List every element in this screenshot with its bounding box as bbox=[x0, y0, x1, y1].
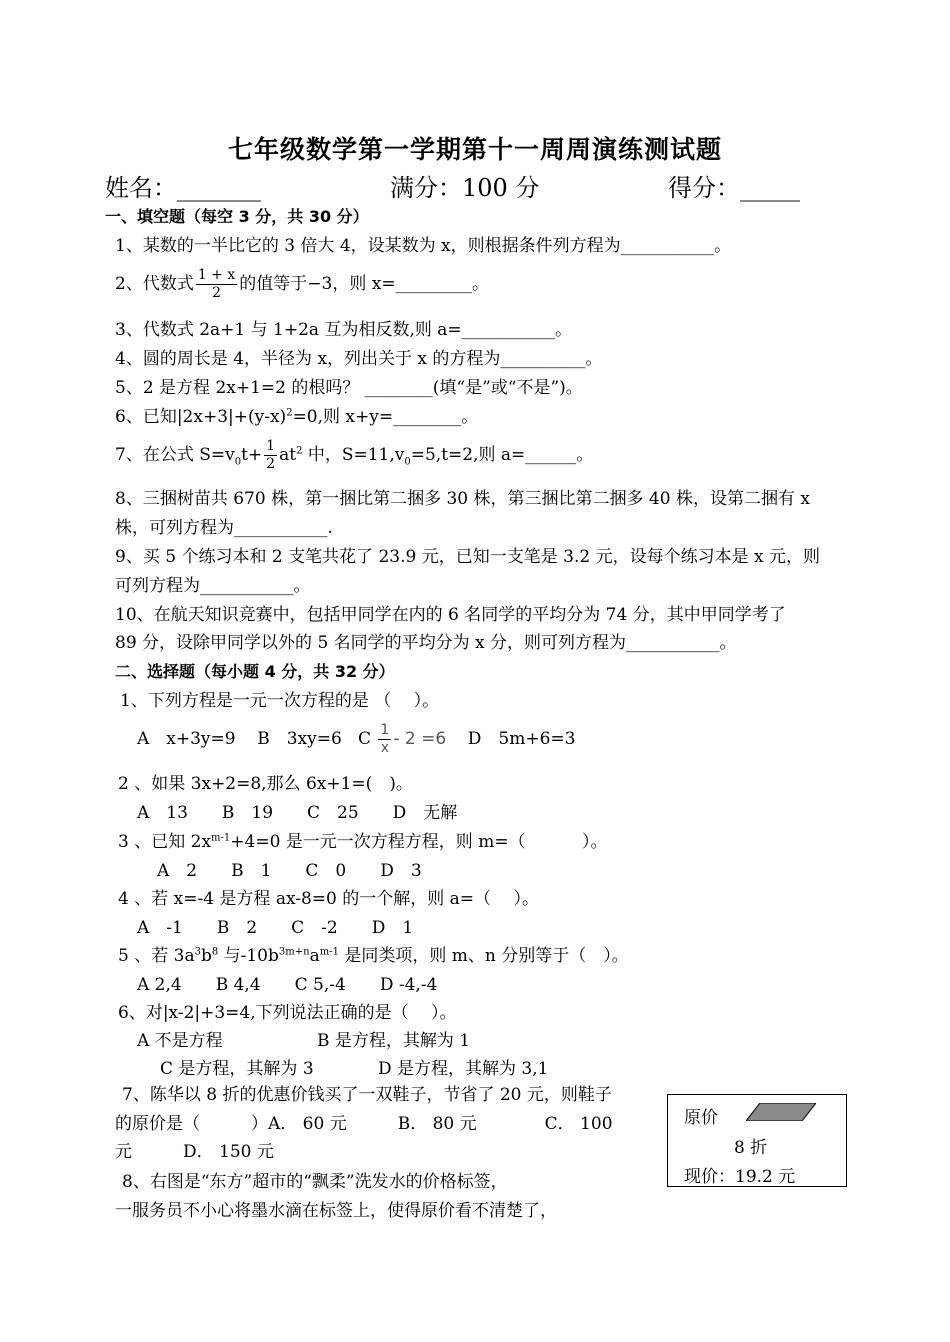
q7-suffix-1: 中，S=11,v bbox=[302, 445, 405, 465]
s2-question-8-line2: 一服务员不小心将墨水滴在标签上，使得原价看不清楚了， bbox=[115, 1201, 557, 1221]
q7-at: at bbox=[279, 445, 297, 465]
price-tag-original: 原价 bbox=[684, 1108, 718, 1128]
s1-question-10-line1: 10、在航天知识竞赛中，包括甲同学在内的 6 名同学的平均分为 74 分，其中甲同学考了 bbox=[115, 605, 786, 625]
q6-exponent: 2 bbox=[286, 407, 293, 419]
q7-sub-2: 0 bbox=[404, 456, 411, 468]
section1-heading: 一、填空题（每空 3 分，共 30 分） bbox=[105, 207, 369, 226]
s2-question-8-line1: 8、右图是“东方”超市的“飘柔”洗发水的价格标签， bbox=[122, 1172, 508, 1192]
s2-question-1: 1、下列方程是一元一次方程的是 （ ）。 bbox=[120, 691, 440, 711]
full-score: 满分：100 分 bbox=[390, 174, 540, 202]
q2-denominator: 2 bbox=[212, 285, 221, 301]
s1-question-2 bbox=[115, 265, 489, 303]
q1-c-denominator: x bbox=[380, 740, 390, 756]
s1-question-4: 4、圆的周长是 4，半径为 x，列出关于 x 的方程为__________。 bbox=[115, 349, 603, 369]
q5-suffix: 是同类项，则 m、n 分别等于（ ）。 bbox=[338, 946, 629, 966]
s1-question-8-line2: 株，可列方程为___________. bbox=[115, 518, 333, 538]
q6-suffix: =0,则 x+y=________。 bbox=[292, 407, 479, 427]
s2-question-6-option-a: A 不是方程 bbox=[137, 1031, 223, 1051]
q3-suffix: +4=0 是一元一次方程方程，则 m=（ ）。 bbox=[230, 832, 608, 852]
q2-suffix: 的值等于−3，则 x=_________。 bbox=[239, 274, 490, 294]
q7-prefix: 7、在公式 S=v bbox=[115, 445, 235, 465]
s2-question-3-options: A 2 B 1 C 0 D 3 bbox=[157, 861, 422, 881]
q6-prefix: 6、已知|2x+3|+(y-x) bbox=[115, 407, 287, 427]
s1-question-10-line2: 89 分，设除甲同学以外的 5 名同学的平均分为 x 分，则可列方程为___________。 bbox=[115, 633, 737, 653]
q3-exponent: m-1 bbox=[211, 832, 231, 844]
s2-question-1-options bbox=[137, 718, 575, 760]
s1-question-9-line1: 9、买 5 个练习本和 2 支笔共花了 23.9 元，已知一支笔是 3.2 元，设每个练习本是 x 元，则 bbox=[115, 547, 820, 567]
q1-option-d: D 5m+6=3 bbox=[467, 729, 576, 749]
s2-question-5 bbox=[118, 945, 629, 967]
price-tag-discount: 8 折 bbox=[734, 1138, 768, 1158]
s1-question-7 bbox=[115, 436, 593, 474]
s2-question-7-line2: 的原价是（ ）A． 60 元 B． 80 元 C． 100 bbox=[115, 1114, 613, 1134]
s2-question-2: 2 、如果 3x+2=8,那么 6x+1=( )。 bbox=[118, 774, 413, 794]
q7-denominator: 2 bbox=[266, 456, 276, 472]
s1-question-6 bbox=[115, 406, 478, 428]
q5-mid: 与-10b bbox=[218, 946, 279, 966]
s2-question-7-line3: 元 D． 150 元 bbox=[115, 1142, 274, 1162]
q5-a: a bbox=[309, 946, 320, 966]
s2-question-6: 6、对|x-2|+3=4,下列说法正确的是（ ）。 bbox=[118, 1003, 457, 1023]
q5-exp-3: 3m+n bbox=[278, 946, 310, 958]
name-field: 姓名：_______ bbox=[105, 174, 261, 202]
s2-question-3 bbox=[118, 831, 607, 853]
s1-question-5: 5、2 是方程 2x+1=2 的根吗？ ________(填“是”或“不是”)。 bbox=[115, 378, 583, 398]
q5-exp-2: 8 bbox=[211, 946, 219, 958]
s1-question-3: 3、代数式 2a+1 与 1+2a 互为相反数,则 a=___________。 bbox=[115, 320, 573, 340]
q2-prefix: 2、代数式 bbox=[115, 274, 194, 294]
ink-blot-icon bbox=[746, 1103, 816, 1121]
s2-question-7-line1: 7、陈华以 8 折的优惠价钱买了一双鞋子，节省了 20 元，则鞋子 bbox=[122, 1085, 612, 1105]
q1-c-numerator: 1 bbox=[380, 722, 390, 738]
s2-question-4-options: A -1 B 2 C -2 D 1 bbox=[137, 918, 414, 938]
price-tag bbox=[667, 1094, 847, 1187]
section2-heading: 二、选择题（每小题 4 分，共 32 分） bbox=[115, 662, 395, 681]
s2-question-5-options: A 2,4 B 4,4 C 5,-4 D -4,-4 bbox=[137, 975, 438, 995]
q7-sub-1: 0 bbox=[234, 456, 242, 468]
q1-c-fraction bbox=[378, 722, 391, 757]
s2-question-2-options: A 13 B 19 C 25 D 无解 bbox=[137, 803, 458, 823]
q1-c-rest: - 2 =6 bbox=[393, 729, 447, 749]
q3-prefix: 3 、已知 2x bbox=[118, 832, 212, 852]
page-title: 七年级数学第一学期第十一周周演练测试题 bbox=[227, 135, 722, 164]
q7-mid: t+ bbox=[241, 445, 263, 465]
q7-fraction bbox=[264, 438, 277, 473]
q5-b: b bbox=[200, 946, 212, 966]
q2-fraction bbox=[196, 267, 237, 302]
q5-exp-1: 3 bbox=[194, 946, 201, 958]
q1-option-a: A x+3y=9 bbox=[137, 729, 236, 749]
q7-suffix-2: =5,t=2,则 a=______。 bbox=[410, 445, 594, 465]
s1-question-8-line1: 8、三捆树苗共 670 株，第一捆比第二捆多 30 株，第三捆比第二捆多 40 株，设第二捆有 x bbox=[115, 489, 810, 509]
q7-numerator: 1 bbox=[266, 438, 276, 454]
score-field: 得分：_____ bbox=[668, 174, 800, 202]
q7-exponent: 2 bbox=[296, 445, 303, 457]
q5-exp-4: m-1 bbox=[319, 946, 339, 958]
s2-question-6-option-d: D 是方程，其解为 3,1 bbox=[378, 1059, 549, 1079]
s2-question-6-option-c: C 是方程，其解为 3 bbox=[160, 1059, 314, 1079]
s1-question-9-line2: 可列方程为___________。 bbox=[115, 576, 311, 596]
q1-option-b: B 3xy=6 bbox=[257, 729, 342, 749]
price-tag-current: 现价：19.2 元 bbox=[684, 1167, 796, 1187]
s1-question-1: 1、某数的一半比它的 3 倍大 4，设某数为 x，则根据条件列方程为___________。 bbox=[115, 236, 732, 256]
q5-prefix: 5 、若 3a bbox=[118, 946, 195, 966]
s2-question-4: 4 、若 x=-4 是方程 ax-8=0 的一个解，则 a=（ ）。 bbox=[118, 889, 539, 909]
q1-option-c: C bbox=[358, 729, 372, 749]
q2-numerator: 1 + x bbox=[197, 267, 236, 283]
s2-question-6-option-b: B 是方程，其解为 1 bbox=[317, 1031, 471, 1051]
